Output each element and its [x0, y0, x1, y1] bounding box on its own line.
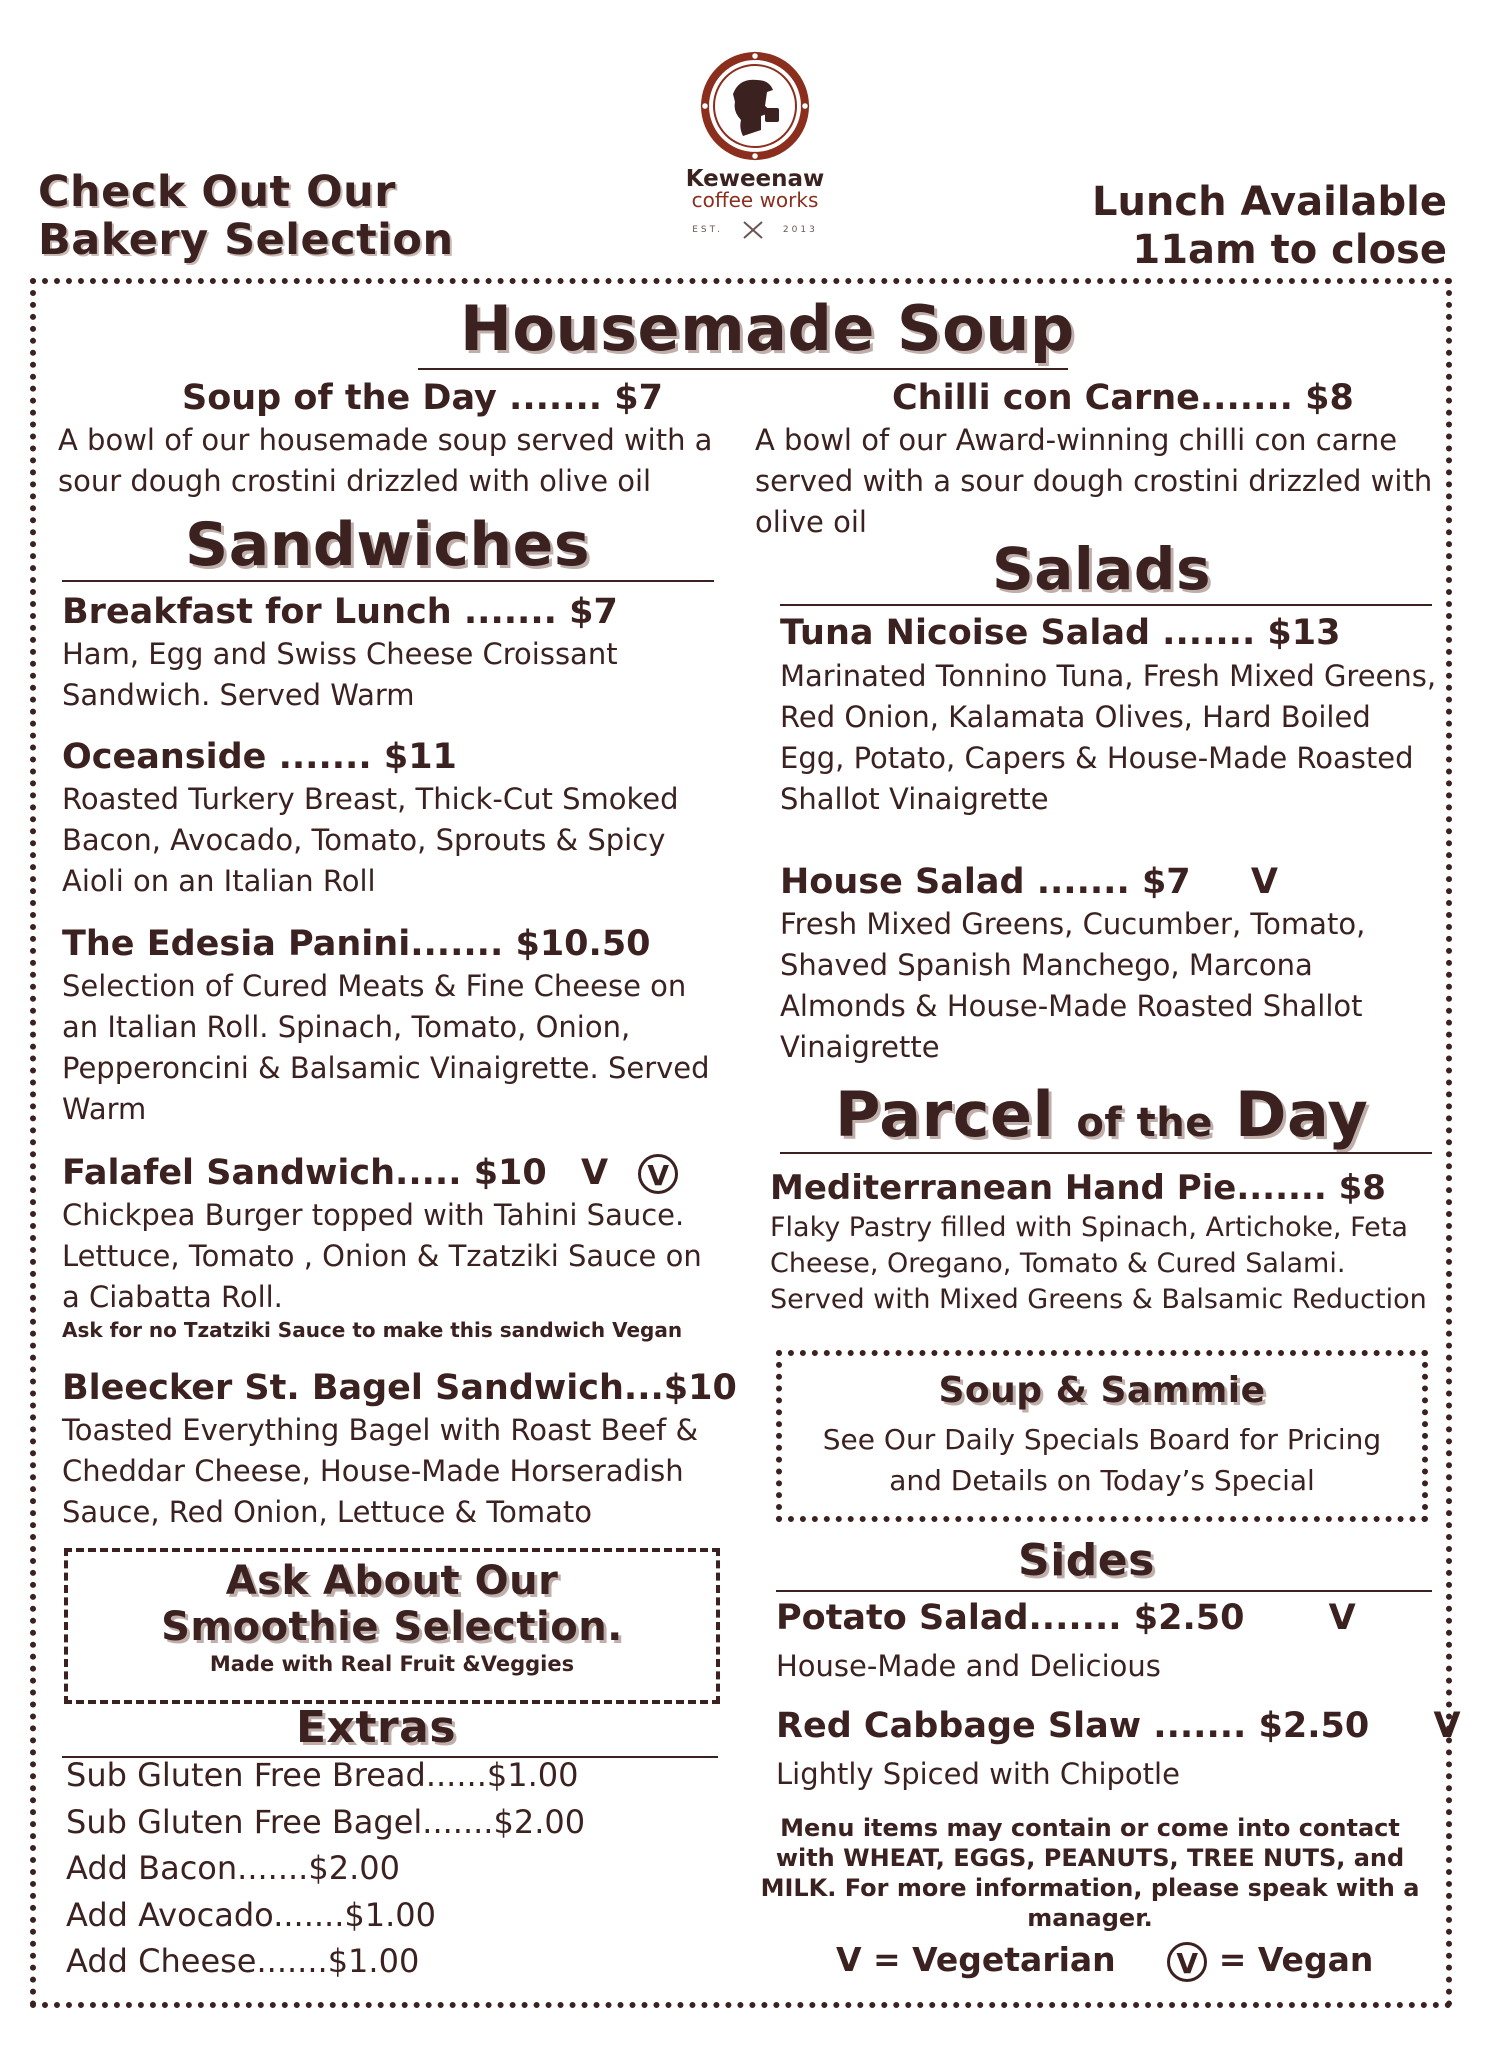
logo-emblem-icon [699, 50, 811, 162]
slaw-title: Red Cabbage Slaw ....... $2.50 [776, 1706, 1370, 1746]
tuna-nicoise-title: Tuna Nicoise Salad ....... $13 [780, 613, 1341, 653]
logo-est-year: 2013 [782, 225, 818, 235]
salads-heading-rule [780, 604, 1432, 606]
falafel-title-row [62, 1153, 678, 1194]
lunch-hours [1092, 178, 1447, 274]
house-salad-title: House Salad ....... $7 [780, 862, 1191, 902]
parcel-heading-c: Day [1234, 1078, 1369, 1151]
house-salad-desc: Fresh Mixed Greens, Cucumber, Tomato, Shaved Spanish Manchego, Marcona Almonds & House-Made Roasted Shallot Vinaigrette [780, 907, 1366, 1064]
smoothie-line-2: Smoothie Selection. [161, 1604, 623, 1650]
extras-heading: Extras [296, 1702, 457, 1753]
parcel-heading [835, 1078, 1368, 1151]
vegan-legend-icon: V [1167, 1942, 1207, 1982]
extras-item: Add Avocado.......$1.00 [66, 1895, 436, 1934]
soup-of-the-day-title: Soup of the Day ....... $7 [182, 378, 663, 418]
soup-sammie-title: Soup & Sammie [938, 1370, 1266, 1411]
bakery-line-2: Bakery Selection [38, 215, 454, 265]
vegetarian-badge: V [1433, 1706, 1461, 1746]
vegetarian-badge: V [1328, 1598, 1356, 1638]
falafel-desc: Chickpea Burger topped with Tahini Sauce. Lettuce, Tomato , Onion & Tzatziki Sauce on a Ciabatta Roll. [62, 1198, 702, 1314]
lunch-line-2: 11am to close [1132, 227, 1447, 273]
oceanside-desc: Roasted Turkery Breast, Thick-Cut Smoked Bacon, Avocado, Tomato, Sprouts & Spicy Aioli on an Italian Roll [62, 782, 679, 898]
house-salad-title-row [780, 862, 1278, 902]
edesia-panini-title: The Edesia Panini....... $10.50 [62, 924, 651, 964]
logo-brand: Keweenaw [685, 166, 825, 192]
breakfast-for-lunch-desc: Ham, Egg and Swiss Cheese Croissant Sandwich. Served Warm [62, 637, 618, 712]
parcel-heading-a: Parcel [835, 1078, 1055, 1151]
falafel-vegan-note: Ask for no Tzatziki Sauce to make this sandwich Vegan [62, 1318, 683, 1342]
logo-subtitle: coffee works [691, 188, 819, 212]
parcel-heading-rule [780, 1152, 1432, 1154]
sides-heading-rule [776, 1590, 1432, 1592]
soup-heading-rule [418, 368, 1068, 370]
breakfast-for-lunch-title: Breakfast for Lunch ....... $7 [62, 592, 618, 632]
potato-salad-title-row [776, 1598, 1356, 1638]
salads-heading: Salads [992, 535, 1211, 603]
allergen-notice: Menu items may contain or come into contact with WHEAT, EGGS, PEANUTS, TREE NUTS, and MILK. For more information, please speak with a manager. [760, 1814, 1420, 1932]
vegetarian-badge: V [1250, 862, 1278, 902]
chilli-title: Chilli con Carne....... $8 [892, 378, 1354, 418]
sides-heading: Sides [1018, 1535, 1155, 1586]
hand-pie-title: Mediterranean Hand Pie....... $8 [770, 1168, 1386, 1208]
smoothie-callout-box [64, 1548, 720, 1704]
extras-item: Add Cheese.......$1.00 [66, 1942, 420, 1980]
bleecker-bagel-desc: Toasted Everything Bagel with Roast Beef & Cheddar Cheese, House-Made Horseradish Sauce, Red Onion, Lettuce & Tomato [62, 1413, 699, 1529]
smoothie-subtitle: Made with Real Fruit &Veggies [209, 1652, 575, 1676]
logo-established [655, 220, 855, 240]
logo-est-label: EST. [692, 225, 723, 235]
soup-sammie-box [776, 1350, 1428, 1522]
diet-legend [836, 1940, 1373, 1982]
smoothie-line-1: Ask About Our [225, 1558, 559, 1604]
oceanside-title: Oceanside ....... $11 [62, 737, 457, 777]
bleecker-bagel-title: Bleecker St. Bagel Sandwich...$10 [62, 1368, 737, 1408]
extras-item: Sub Gluten Free Bread......$1.00 [66, 1756, 579, 1794]
crossed-pickaxes-icon [741, 220, 765, 240]
bakery-line-1: Check Out Our [38, 167, 396, 217]
potato-salad-desc: House-Made and Delicious [776, 1649, 1161, 1683]
hand-pie-desc: Flaky Pastry filled with Spinach, Artichoke, Feta Cheese, Oregano, Tomato & Cured Salami. Served with Mixed Greens & Balsamic Reduction [770, 1212, 1427, 1315]
legend-vegetarian: V = Vegetarian [836, 1940, 1116, 1979]
chilli-desc: A bowl of our Award-winning chilli con carne served with a sour dough crostini drizzled with olive oil [755, 423, 1433, 539]
sandwiches-heading-rule [62, 580, 714, 582]
legend-vegan: = Vegan [1218, 1940, 1374, 1979]
vegetarian-badge: V [580, 1153, 609, 1193]
potato-salad-title: Potato Salad....... $2.50 [776, 1598, 1245, 1638]
soup-sammie-desc: See Our Daily Specials Board for Pricing and Details on Today’s Special [822, 1423, 1382, 1497]
slaw-title-row [776, 1706, 1461, 1746]
parcel-heading-b: of the [1076, 1100, 1213, 1146]
bakery-callout [38, 168, 454, 264]
soup-of-the-day-desc: A bowl of our housemade soup served with a sour dough crostini drizzled with olive oil [58, 423, 713, 498]
sandwiches-heading: Sandwiches [185, 510, 591, 580]
tuna-nicoise-desc: Marinated Tonnino Tuna, Fresh Mixed Greens, Red Onion, Kalamata Olives, Hard Boiled Egg, Potato, Capers & House-Made Roasted Shallot Vinaigrette [780, 659, 1437, 816]
logo [655, 50, 855, 260]
extras-list [66, 1752, 585, 1985]
slaw-desc: Lightly Spiced with Chipotle [776, 1757, 1180, 1791]
falafel-title: Falafel Sandwich..... $10 [62, 1153, 547, 1193]
extras-item: Sub Gluten Free Bagel.......$2.00 [66, 1802, 586, 1841]
vegan-badge-icon: V [638, 1154, 678, 1194]
edesia-panini-desc: Selection of Cured Meats & Fine Cheese on an Italian Roll. Spinach, Tomato, Onion, Pepperoncini & Balsamic Vinaigrette. Served Warm [62, 969, 710, 1126]
lunch-line-1: Lunch Available [1091, 179, 1447, 225]
soup-heading: Housemade Soup [460, 292, 1075, 365]
extras-item: Add Bacon.......$2.00 [66, 1849, 400, 1887]
